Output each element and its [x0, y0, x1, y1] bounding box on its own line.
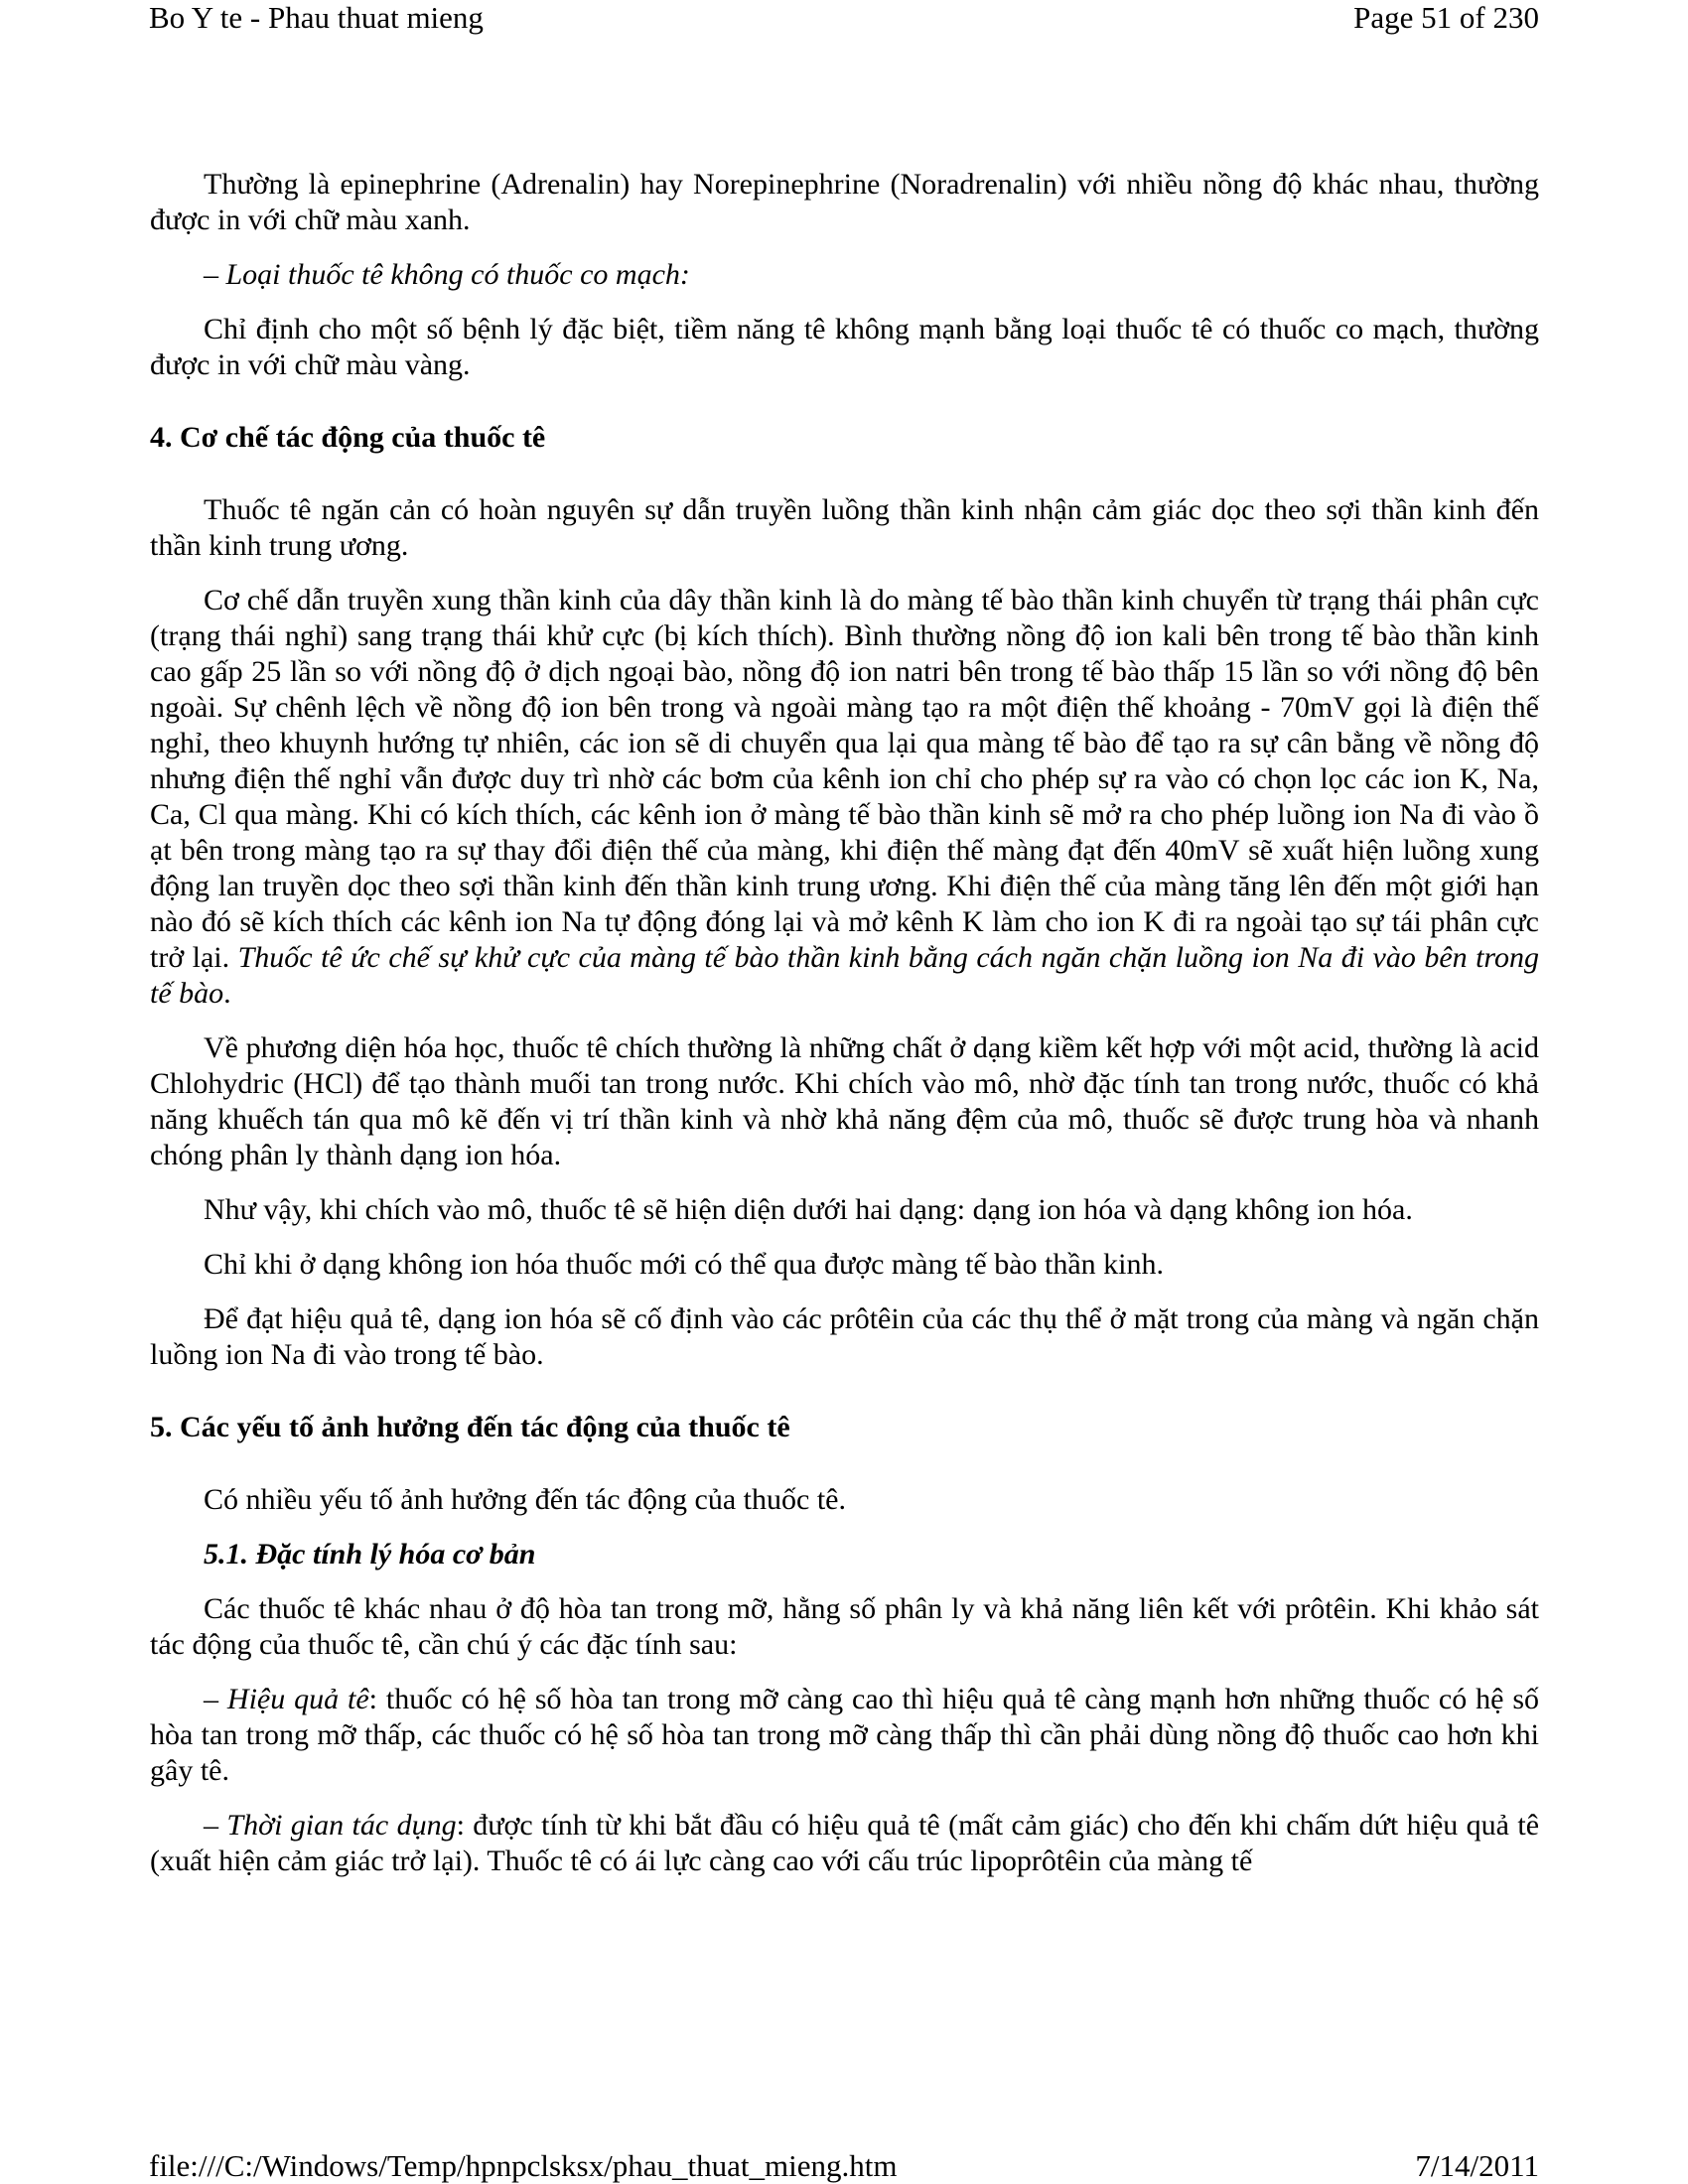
paragraph: Thường là epinephrine (Adrenalin) hay Norepinephrine (Noradrenalin) với nhiều nồng độ khác nhau, thường được in với chữ màu xanh.: [150, 168, 1539, 236]
paragraph: Thuốc tê ngăn cản có hoàn nguyên sự dẫn truyền luồng thần kinh nhận cảm giác dọc theo sợi thần kinh đến thần kinh trung ương.: [150, 493, 1539, 562]
paragraph: [150, 583, 1539, 1012]
list-item: [150, 1682, 1539, 1789]
section-heading-5: 5. Các yếu tố ảnh hưởng đến tác động của thuốc tê: [150, 1411, 790, 1443]
list-item: [150, 257, 1539, 293]
paragraph: Về phương diện hóa học, thuốc tê chích thường là những chất ở dạng kiềm kết hợp với một acid, thường là acid Chlohydric (HCl) để tạo thành muối tan trong nước. Khi chích vào mô, nhờ đặc tính tan trong nước, thuốc có khả năng khuếch tán qua mô kẽ đến vị trí thần kinh và nhờ khả năng đệm của mô, thuốc sẽ được trung hòa và nhanh chóng phân ly thành dạng ion hóa.: [150, 1031, 1539, 1171]
page-number: Page 51 of 230: [1353, 0, 1539, 35]
page-footer-url: file:///C:/Windows/Temp/hpnpclsksx/phau_thuat_mieng.htm: [149, 2148, 898, 2183]
page-footer-date: 7/14/2011: [1415, 2148, 1539, 2183]
list-item: [150, 1808, 1539, 1879]
section-heading-4: 4. Cơ chế tác động của thuốc tê: [150, 421, 546, 454]
paragraph: Chỉ khi ở dạng không ion hóa thuốc mới có thể qua được màng tế bào thần kinh.: [204, 1248, 1165, 1281]
paragraph: Chỉ định cho một số bệnh lý đặc biệt, tiềm năng tê không mạnh bằng loại thuốc tê có thuốc co mạch, thường được in với chữ màu vàng.: [150, 313, 1539, 381]
paragraph: Như vậy, khi chích vào mô, thuốc tê sẽ hiện diện dưới hai dạng: dạng ion hóa và dạng không ion hóa.: [204, 1193, 1413, 1226]
paragraph-text: Cơ chế dẫn truyền xung thần kinh của dây thần kinh là do màng tế bào thần kinh chuyển từ trạng thái phân cực (trạng thái nghỉ) sang trạng thái khử cực (bị kích thích). Bình thường nồng độ ion kali bên trong tế bào thần kinh cao gấp 25 lần so với nồng độ ở dịch ngoại bào, nồng độ ion natri bên trong tế bào thấp 15 lần so với nồng độ bên ngoài. Sự chênh lệch về nồng độ ion bên trong và ngoài màng tạo ra một điện thế khoảng - 70mV gọi là điện thế nghỉ, theo khuynh hướng tự nhiên, các ion sẽ di chuyển qua lại qua màng tế bào để tạo ra sự cân bằng về nồng độ nhưng điện thế nghỉ vẫn được duy trì nhờ các bơm của kênh ion chỉ cho phép sự ra vào có chọn lọc các ion K, Na, Ca, Cl qua màng. Khi có kích thích, các kênh ion ở màng tế bào thần kinh sẽ mở ra cho phép luồng ion Na đi vào ồ ạt bên trong màng tạo ra sự thay đổi điện thế của màng, khi điện thế màng đạt đến 40mV sẽ xuất hiện luồng xung động lan truyền dọc theo sợi thần kinh đến thần kinh trung ương. Khi điện thế của màng tăng lên đến một giới hạn nào đó sẽ kích thích các kênh ion Na tự động đóng lại và mở kênh K làm cho ion K đi ra ngoài tạo sự tái phân cực trở lại.: [150, 584, 1539, 974]
italic-heading: – Loại thuốc tê không có thuốc co mạch:: [204, 258, 690, 291]
paragraph: Có nhiều yếu tố ảnh hưởng đến tác động của thuốc tê.: [204, 1483, 846, 1516]
subsection-heading-5-1: 5.1. Đặc tính lý hóa cơ bản: [204, 1538, 536, 1570]
paragraph: Để đạt hiệu quả tê, dạng ion hóa sẽ cố định vào các prôtêin của các thụ thể ở mặt trong của màng và ngăn chặn luồng ion Na đi vào trong tế bào.: [150, 1302, 1539, 1371]
term: Thời gian tác dụng: [226, 1809, 457, 1842]
term-definition: : được tính từ khi bắt đầu có hiệu quả tê (mất cảm giác) cho đến khi chấm dứt hiệu quả tê (xuất hiện cảm giác trở lại). Thuốc tê có ái lực càng cao với cấu trúc lipoprôtêin của màng tế: [150, 1809, 1540, 1877]
document-body: [150, 167, 1539, 1879]
dash: –: [204, 1809, 227, 1842]
punctuation: .: [223, 977, 231, 1010]
term: Hiệu quả tê: [226, 1683, 369, 1715]
term-definition: : thuốc có hệ số hòa tan trong mỡ càng cao thì hiệu quả tê càng mạnh hơn những thuốc có hệ số hòa tan trong mỡ thấp, các thuốc có hệ số hòa tan trong mỡ càng thấp thì cần phải dùng nồng độ thuốc cao hơn khi gây tê.: [150, 1683, 1540, 1787]
italic-emphasis: Thuốc tê ức chế sự khử cực của màng tế bào thần kinh bằng cách ngăn chặn luồng ion Na đi vào bên trong tế bào: [150, 941, 1539, 1010]
dash: –: [204, 1683, 227, 1715]
page-header-title: Bo Y te - Phau thuat mieng: [149, 0, 484, 35]
paragraph: Các thuốc tê khác nhau ở độ hòa tan trong mỡ, hằng số phân ly và khả năng liên kết với prôtêin. Khi khảo sát tác động của thuốc tê, cần chú ý các đặc tính sau:: [150, 1592, 1539, 1661]
